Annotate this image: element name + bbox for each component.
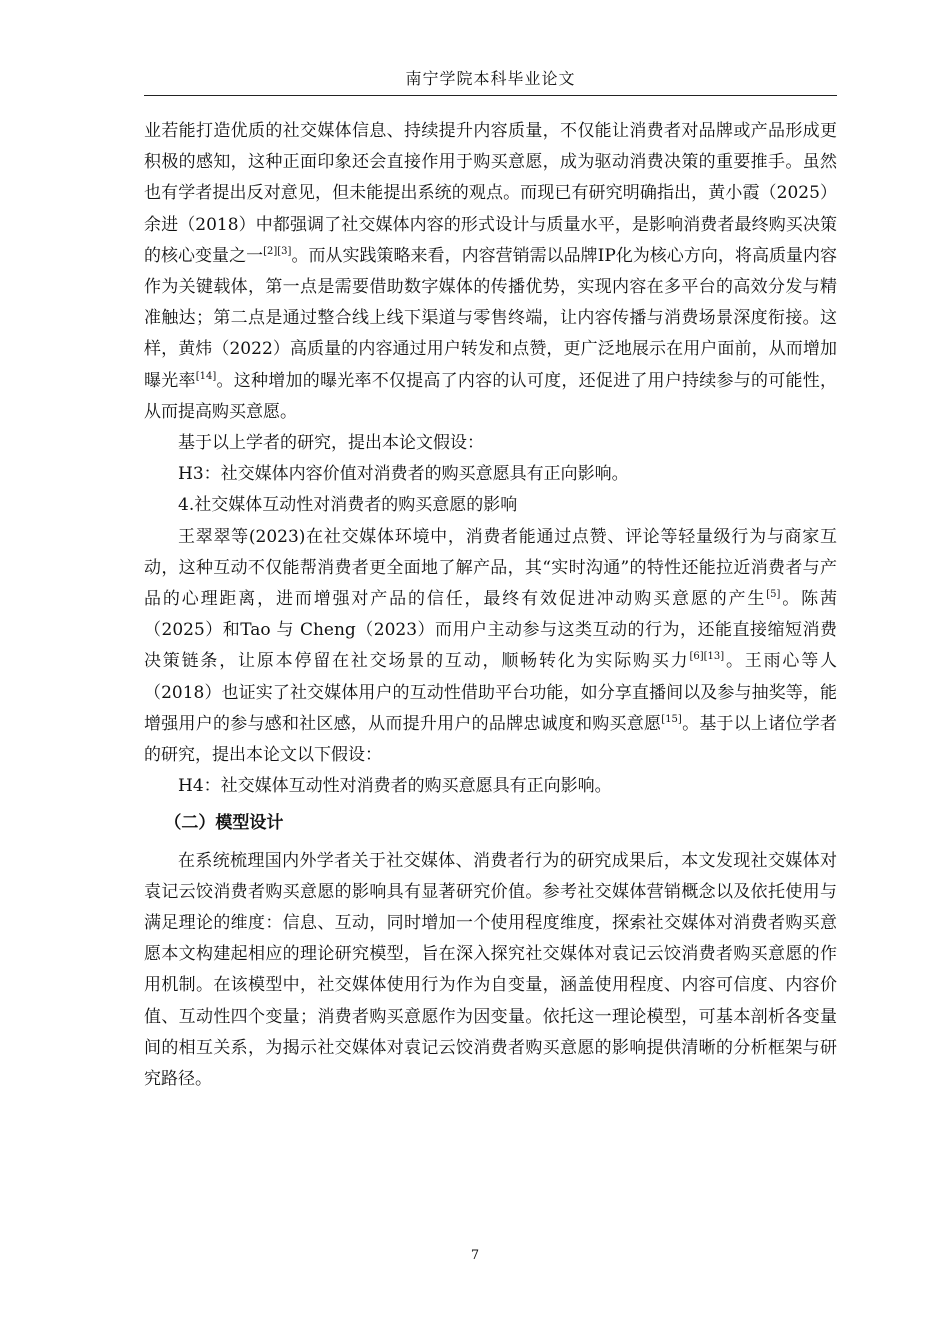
paragraph-5-text-b: 。陈茜（2025）和Tao 与 Cheng（2023）而用户主动参与这类互动的行为，还能直接缩短消费决策链条，让原本停留在社交场景的互动，顺畅转化为实际购买力 <box>144 589 838 672</box>
paragraph-1-text-b: 。而从实践策略来看，内容营销需以品牌IP化为核心方向，将高质量内容作为关键载体，第一点是需要借助数字媒体的传播优势，实现内容在多平台的高效分发与精准触达；第二点是通过整合线上线下渠道与零售终端，让内容传播与消费场景深度衔接。这样，黄炜（2022）高质量的内容通过用户转发和点赞，更广泛地展示在用户面前，从而增加曝光率 <box>144 245 838 391</box>
document-body <box>144 116 837 1095</box>
paragraph-7: 在系统梳理国内外学者关于社交媒体、消费者行为的研究成果后，本文发现社交媒体对袁记云饺消费者购买意愿的影响具有显著研究价值。参考社交媒体营销概念以及依托使用与满足理论的维度：信息、互动，同时增加一个使用程度维度，探索社交媒体对消费者购买意愿本文构建起相应的理论研究模型，旨在深入探究社交媒体对袁记云饺消费者购买意愿的作用机制。在该模型中，社交媒体使用行为作为自变量，涵盖使用程度、内容可信度、内容价值、互动性四个变量；消费者购买意愿作为因变量。依托这一理论模型，可基本剖析各变量间的相互关系，为揭示社交媒体对袁记云饺消费者购买意愿的影响提供清晰的分析框架与研究路径。 <box>144 850 837 1090</box>
page-number: 7 <box>470 1248 480 1263</box>
citation-ref: [15] <box>661 713 682 725</box>
citation-ref: [14] <box>195 370 217 382</box>
section-heading-model-design: （二）模型设计 <box>164 813 284 834</box>
paragraph-1 <box>144 116 837 428</box>
paragraph-5 <box>144 522 837 772</box>
paragraph-2: 基于以上学者的研究，提出本论文假设： <box>178 433 484 454</box>
header-rule <box>144 95 837 96</box>
paragraph-1-text-c: 。这种增加的曝光率不仅提高了内容的认可度，还促进了用户持续参与的可能性，从而提高购买意愿。 <box>144 370 838 422</box>
citation-ref: [2][3] <box>263 245 292 257</box>
paragraph-5-text-a: 王翠翠等(2023)在社交媒体环境中，消费者能通过点赞、评论等轻量级行为与商家互动，这种互动不仅能帮消费者更全面地了解产品，其“实时沟通”的特性还能拉近消费者与产品的心理距离，进而增强对产品的信任，最终有效促进冲动购买意愿的产生 <box>144 526 837 610</box>
citation-ref: [5] <box>766 589 781 601</box>
hypothesis-h3: H3：社交媒体内容价值对消费者的购买意愿具有正向影响。 <box>178 464 629 485</box>
hypothesis-h4: H4：社交媒体互动性对消费者的购买意愿具有正向影响。 <box>178 776 612 797</box>
paragraph-5-text-c: 。王雨心等人（2018）也证实了社交媒体用户的互动性借助平台功能，如分享直播间以及参与抽奖等，能增强用户的参与感和社区感，从而提升用户的品牌忠诚度和购买意愿 <box>144 651 838 734</box>
citation-ref: [6][13] <box>689 651 725 663</box>
paragraph-5-text-d: 。基于以上诸位学者的研究，提出本论文以下假设： <box>144 713 838 766</box>
subsection-heading-4: 4.社交媒体互动性对消费者的购买意愿的影响 <box>178 495 518 516</box>
paragraph-1-text-a: 业若能打造优质的社交媒体信息、持续提升内容质量，不仅能让消费者对品牌或产品形成更积极的感知，这种正面印象还会直接作用于购买意愿，成为驱动消费决策的重要推手。虽然也有学者提出反对意见，但未能提出系统的观点。而现已有研究明确指出，黄小霞（2025）余进（2018）中都强调了社交媒体内容的形式设计与质量水平，是影响消费者最终购买决策的核心变量之一 <box>144 121 837 266</box>
page-header-title: 南宁学院本科毕业论文 <box>405 69 576 88</box>
